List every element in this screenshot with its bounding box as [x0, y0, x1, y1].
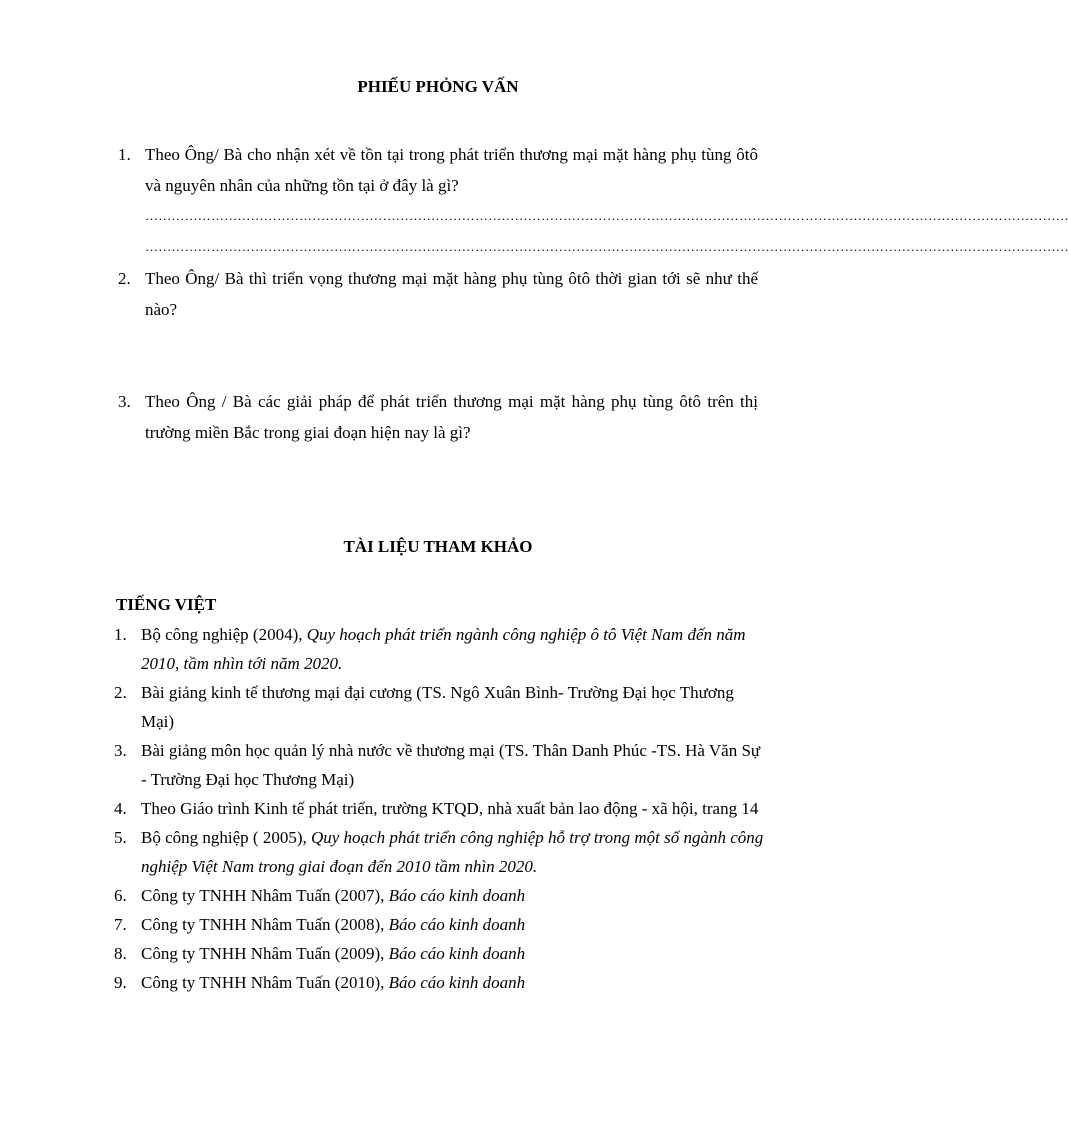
reference-text: Bài giảng môn học quản lý nhà nước về thương mại (TS. Thân Danh Phúc -TS. Hà Văn Sự - Trường Đại học Thương Mại)	[141, 741, 761, 789]
reference-text: Bài giảng kinh tế thương mại đại cương (TS. Ngô Xuân Bình- Trường Đại học Thương Mại)	[141, 683, 734, 731]
reference-italic: Quy hoạch phát triển ngành công nghiệp ô tô Việt Nam đến năm 2010, tầm nhìn tới năm 2020.	[141, 625, 746, 673]
reference-number: 8.	[114, 944, 127, 963]
question-text: Theo Ông / Bà các giải pháp để phát triển thương mại mặt hàng phụ tùng ôtô trên thị trường miền Bắc trong giai đoạn hiện nay là gì?	[145, 392, 758, 442]
answer-line: …………………………………………………………………………………………………………………………………………………………………………………………	[145, 208, 1069, 223]
reference-number: 9.	[114, 973, 127, 992]
reference-text: Công ty TNHH Nhâm Tuấn (2007),	[141, 886, 389, 905]
reference-italic: Báo cáo kinh doanh	[388, 915, 526, 934]
reference-text: Công ty TNHH Nhâm Tuấn (2010),	[141, 973, 389, 992]
reference-number: 2.	[114, 683, 127, 702]
reference-item	[114, 736, 764, 794]
interview-title: PHIẾU PHỎNG VẤN	[357, 77, 519, 96]
reference-italic: Quy hoạch phát triển công nghiệp hỗ trợ trong một số ngành công nghiệp Việt Nam trong giai đoạn đến 2010 tầm nhìn 2020.	[141, 828, 764, 876]
reference-item	[114, 620, 764, 678]
reference-text: Theo Giáo trình Kinh tế phát triển, trường KTQD, nhà xuất bản lao động - xã hội, trang 14	[141, 799, 759, 818]
reference-italic: Báo cáo kinh doanh	[388, 944, 526, 963]
reference-text: Bộ công nghiệp ( 2005),	[141, 828, 311, 847]
question-3	[118, 386, 758, 448]
question-text: Theo Ông/ Bà cho nhận xét về tồn tại trong phát triển thương mại mặt hàng phụ tùng ôtô và nguyên nhân của những tồn tại ở đây là gì?	[145, 145, 758, 195]
reference-item	[114, 881, 764, 910]
question-number: 2.	[118, 269, 131, 288]
reference-number: 1.	[114, 625, 127, 644]
references-title: TÀI LIỆU THAM KHẢO	[343, 537, 533, 556]
reference-text: Công ty TNHH Nhâm Tuấn (2009),	[141, 944, 389, 963]
question-number: 1.	[118, 145, 131, 164]
reference-italic: Báo cáo kinh doanh	[388, 973, 526, 992]
question-number: 3.	[118, 392, 131, 411]
answer-line: …………………………………………………………………………………………………………………………………………………………………………………………	[145, 239, 1069, 254]
reference-item	[114, 823, 764, 881]
reference-item	[114, 794, 764, 823]
question-2	[118, 263, 758, 325]
reference-text: Công ty TNHH Nhâm Tuấn (2008),	[141, 915, 389, 934]
reference-item	[114, 939, 764, 968]
reference-item	[114, 910, 764, 939]
reference-number: 7.	[114, 915, 127, 934]
question-1	[118, 139, 758, 201]
reference-item	[114, 678, 764, 736]
reference-number: 6.	[114, 886, 127, 905]
reference-italic: Báo cáo kinh doanh	[388, 886, 526, 905]
reference-number: 3.	[114, 741, 127, 760]
reference-item	[114, 968, 764, 997]
question-text: Theo Ông/ Bà thì triển vọng thương mại mặt hàng phụ tùng ôtô thời gian tới sẽ như thế nào?	[145, 269, 758, 319]
reference-list	[114, 620, 764, 997]
reference-text: Bộ công nghiệp (2004),	[141, 625, 307, 644]
reference-number: 4.	[114, 799, 127, 818]
section-heading: TIẾNG VIỆT	[116, 595, 217, 614]
reference-number: 5.	[114, 828, 127, 847]
